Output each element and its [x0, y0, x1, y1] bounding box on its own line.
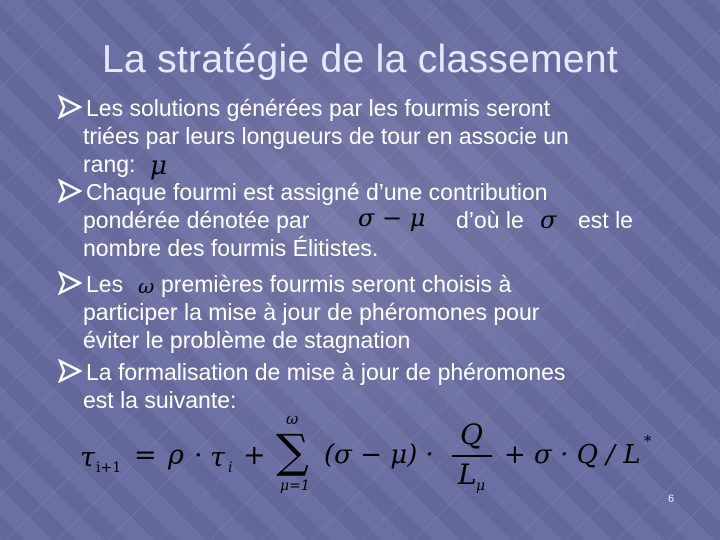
bullet-text: rang:	[83, 151, 136, 177]
formula-sigma-minus-mu-term: (σ − μ) ·	[324, 440, 434, 470]
bullet-text: Les	[86, 271, 124, 297]
bullet-text: éviter le problème de stagnation	[83, 327, 411, 353]
bullet-text: est la suivante:	[83, 387, 237, 413]
bullet-text: Les solutions générées par les fourmis seront	[86, 95, 551, 121]
formula-numerator: Q	[460, 418, 483, 451]
math-sigma-minus-mu: σ − μ	[358, 204, 426, 232]
bullet-text: est le	[578, 207, 633, 233]
page-number: 6	[668, 493, 675, 505]
formula-tau-subscript: i	[228, 460, 233, 476]
arrow-bullet-icon	[58, 359, 82, 383]
math-omega: ω	[138, 274, 155, 298]
formula-rho: ρ	[168, 440, 184, 471]
arrow-bullet-icon	[58, 271, 82, 295]
formula-sum-upper: ω	[286, 410, 299, 428]
bullet-text: participer la mise à jour de phéromones pour	[83, 299, 540, 325]
bullet-text: nombre des fourmis Élitistes.	[83, 235, 379, 261]
bullet-item	[58, 270, 698, 356]
bullet-text: d’où le	[456, 207, 524, 233]
formula-sum-symbol: ∑	[276, 424, 309, 478]
formula-tau: τ	[210, 442, 225, 473]
formula-star-superscript: *	[644, 432, 652, 450]
slide-title: La stratégie de la classement	[102, 38, 618, 81]
bullet-text: pondérée dénotée par	[83, 207, 310, 233]
math-mu: μ	[150, 151, 167, 181]
bullet-item	[58, 358, 698, 418]
formula-tail-term: + σ · Q / L	[504, 440, 641, 470]
arrow-bullet-icon	[58, 179, 82, 203]
bullet-text: Chaque fourmi est assigné d’une contribution	[86, 179, 548, 205]
pheromone-update-formula	[80, 410, 680, 498]
formula-fraction-bar	[452, 455, 492, 457]
bullet-text: triées par leurs longueurs de tour en associe un	[83, 123, 569, 149]
bullet-text: premières fourmis seront choisis à	[161, 271, 512, 297]
bullet-item	[58, 94, 698, 184]
formula-tau-lhs: τ	[80, 442, 95, 473]
formula-equals: =	[134, 440, 157, 471]
bullet-item	[58, 178, 698, 264]
math-sigma: σ	[540, 206, 557, 234]
formula-sum-lower: μ=1	[280, 478, 310, 494]
formula-lhs-subscript: i+1	[96, 460, 122, 476]
formula-dot: ·	[194, 440, 203, 471]
formula-denominator-subscript: μ	[476, 478, 486, 494]
arrow-bullet-icon	[58, 95, 82, 119]
bullet-text: La formalisation de mise à jour de phéromones	[86, 359, 566, 385]
formula-denominator: L	[458, 458, 477, 491]
formula-plus: +	[243, 440, 266, 471]
